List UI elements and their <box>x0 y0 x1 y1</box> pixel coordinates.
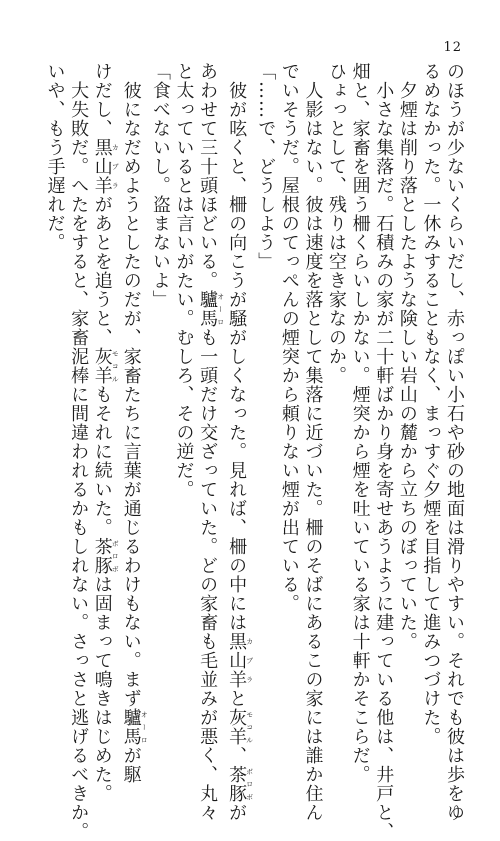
ruby-base: 茶豚 <box>226 765 248 803</box>
ruby-reading: オーロ <box>140 708 149 746</box>
text-segment: 彼になだめようとしたのだが、家畜たちに言葉が通じるわけもない。まず <box>120 62 142 708</box>
text-line <box>119 62 149 784</box>
text-segment: いや、もう手遅れだ。 <box>44 62 66 252</box>
text-line <box>172 62 196 652</box>
text-line <box>419 62 443 746</box>
text-segment: あわせて三十頭ほどいる。 <box>197 62 219 290</box>
ruby-base: 黒山羊 <box>226 632 248 689</box>
ruby-reading: オーロ <box>216 290 225 328</box>
text-segment: が駆 <box>120 746 142 784</box>
text-segment: 畑と、家畜を囲う柵くらいしかない。煙突から煙を吐いている家は十軒かそこらだ。 <box>349 62 371 784</box>
text-segment: 「……で、どうしよう」 <box>255 62 277 271</box>
ruby-reading: モコル <box>245 708 254 746</box>
text-segment: ひょっとして、残りは空き家なのか。 <box>326 62 348 385</box>
furigana-word <box>226 632 254 689</box>
ruby-reading: カブラ <box>245 632 254 689</box>
text-line <box>442 62 466 822</box>
furigana-word <box>91 347 120 385</box>
text-line <box>225 62 254 822</box>
text-line <box>67 62 91 841</box>
text-segment: は固まって鳴きはじめた。 <box>91 575 113 803</box>
text-segment: 小さな集落だ。石積みの家が二十軒ばかり身を寄せあうように建っている他は、井戸と、 <box>373 62 395 841</box>
text-segment: と <box>226 689 248 708</box>
ruby-reading: カブラ <box>111 138 120 195</box>
text-line <box>195 62 225 822</box>
vertical-text-body <box>43 62 466 841</box>
ruby-base: 驢馬 <box>120 708 142 746</box>
text-line <box>395 62 419 652</box>
text-segment: 、 <box>226 746 248 765</box>
text-segment: と太っているとは言いがたい。むしろ、その逆だ。 <box>173 62 195 499</box>
ruby-base: 茶豚 <box>91 537 113 575</box>
furigana-word <box>197 290 225 328</box>
page-number: 12 <box>443 40 462 55</box>
ruby-reading: モコル <box>111 347 120 385</box>
text-line <box>254 62 278 652</box>
ruby-reading: ボロボ <box>111 537 120 575</box>
text-segment: のほうが少ないくらいだし、赤っぽい小石や砂の地面は滑りやすい。それでも彼は歩をゆ <box>444 62 465 822</box>
ruby-base: 灰羊 <box>91 347 113 385</box>
ruby-base: 灰羊 <box>226 708 248 746</box>
furigana-word <box>226 765 254 803</box>
text-segment: もそれに続いた。 <box>91 385 113 537</box>
furigana-word <box>226 708 254 746</box>
text-line <box>372 62 396 841</box>
text-line <box>301 62 325 822</box>
text-line <box>348 62 372 784</box>
text-segment: けだし、 <box>91 62 113 138</box>
text-segment: でいそうだ。屋根のてっぺんの煙突から頼りない煙が出ている。 <box>278 62 300 613</box>
ruby-base: 黒山羊 <box>91 138 113 195</box>
furigana-word <box>120 708 149 746</box>
text-segment: 人影はない。彼は速度を落として集落に近づいた。柵のそばにあるこの家には誰か住ん <box>302 62 324 822</box>
ruby-base: 驢馬 <box>197 290 219 328</box>
text-line <box>43 62 67 652</box>
ruby-reading: ボロボ <box>245 765 254 803</box>
text-segment: 彼が呟くと、柵の向こうが騒がしくなった。見れば、柵の中には <box>226 62 248 632</box>
text-line <box>324 62 348 652</box>
furigana-word <box>91 138 120 195</box>
text-segment: 夕煙は削り落としたような険しい岩山の麓から立ちのぼっていた。 <box>396 62 418 651</box>
text-line <box>148 62 172 652</box>
text-segment: が <box>226 803 248 822</box>
text-segment: 大失敗だ。へたをすると、家畜泥棒に間違われるかもしれない。さっさと逃げるべきか。 <box>68 62 90 841</box>
text-segment: るめなかった。一休みすることもなく、まっすぐ夕煙を目指して進みつづけた。 <box>420 62 442 746</box>
furigana-word <box>91 537 120 575</box>
text-segment: も一頭だけ交ざっていた。どの家畜も毛並みが悪く、丸々 <box>197 328 219 822</box>
text-line <box>277 62 301 652</box>
text-segment: 「食べないし。盗まないよ」 <box>149 62 171 309</box>
text-segment: があとを追うと、 <box>91 195 113 347</box>
text-line <box>90 62 120 803</box>
